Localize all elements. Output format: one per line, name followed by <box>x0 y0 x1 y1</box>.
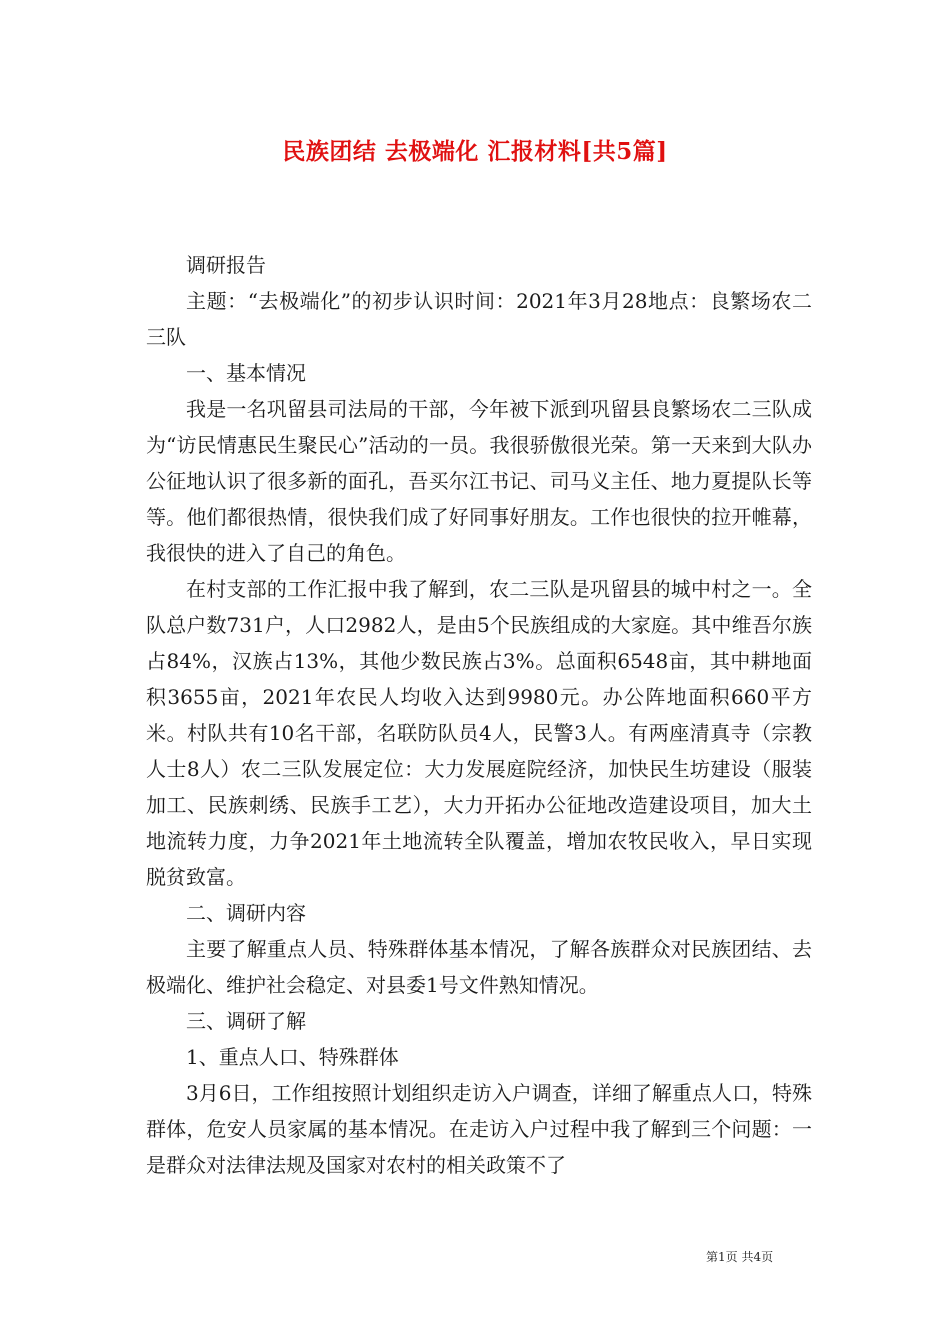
section-heading: 三、调研了解 <box>186 1009 306 1033</box>
page-number: 第1页 共4页 <box>706 1250 774 1264</box>
paragraph: 主要了解重点人员、特殊群体基本情况，了解各族群众对民族团结、去极端化、维护社会稳定、对县委1号文件熟知情况。 <box>146 937 812 997</box>
section-heading: 二、调研内容 <box>186 901 306 925</box>
paragraph: 调研报告 <box>186 253 266 277</box>
paragraph: 在村支部的工作汇报中我了解到，农二三队是巩留县的城中村之一。全队总户数731户，人口2982人，是由5个民族组成的大家庭。其中维吾尔族占84%，汉族占13%，其他少数民族占3%。总面积6548亩，其中耕地面积3655亩，2021年农民人均收入达到9980元。办公阵地面积660平方米。村队共有10名干部，名联防队员4人，民警3人。有两座清真寺（宗教人士8人）农二三队发展定位：大力发展庭院经济，加快民生坊建设（服装加工、民族刺绣、民族手工艺），大力开拓办公征地改造建设项目，加大土地流转力度，力争2021年土地流转全队覆盖，增加农牧民收入，早日实现脱贫致富。 <box>146 577 812 889</box>
paragraph: 我是一名巩留县司法局的干部，今年被下派到巩留县良繁场农二三队成为“访民情惠民生聚民心”活动的一员。我很骄傲很光荣。第一天来到大队办公征地认识了很多新的面孔，吾买尔江书记、司马义主任、地力夏提队长等等。他们都很热情，很快我们成了好同事好朋友。工作也很快的拉开帷幕，我很快的进入了自己的角色。 <box>146 397 812 565</box>
document-title: 民族团结 去极端化 汇报材料[共5篇] <box>282 138 668 165</box>
paragraph: 主题：“去极端化”的初步认识时间：2021年3月28地点：良繁场农二三队 <box>146 289 812 349</box>
document-body <box>146 247 812 1183</box>
paragraph: 3月6日，工作组按照计划组织走访入户调查，详细了解重点人口，特殊群体，危安人员家属的基本情况。在走访入户过程中我了解到三个问题：一是群众对法律法规及国家对农村的相关政策不了 <box>146 1081 812 1177</box>
subsection-heading: 1、重点人口、特殊群体 <box>186 1045 399 1069</box>
section-heading: 一、基本情况 <box>186 361 306 385</box>
